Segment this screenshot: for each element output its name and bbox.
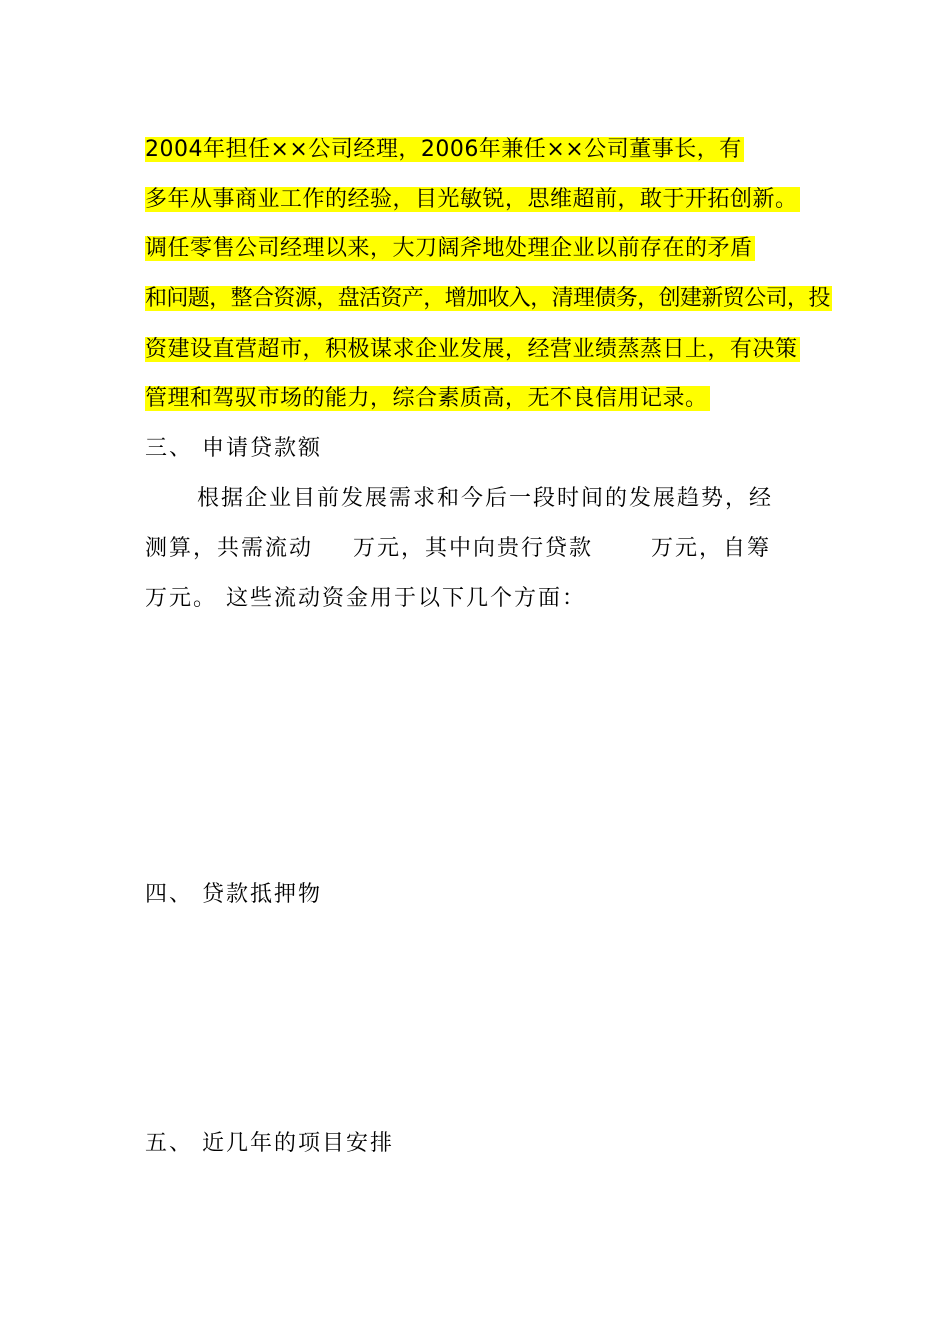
text-segment: 万元，其中向贵行贷款 — [353, 536, 594, 561]
highlighted-line-6 — [145, 384, 710, 414]
text-segment: 测算，共需流动 — [145, 536, 314, 561]
section-4-heading: 四、 贷款抵押物 — [145, 882, 322, 907]
section-3-paragraph-line-3: 万元。 这些流动资金用于以下几个方面： — [145, 586, 586, 611]
highlighted-text: 资建设直营超市，积极谋求企业发展，经营业绩蒸蒸日上，有决策 — [145, 337, 798, 362]
highlighted-line-2 — [145, 185, 800, 215]
highlighted-text: 和问题，整合资源，盘活资产，增加收入，清理债务，创建新贸公司，投 — [145, 286, 830, 311]
highlighted-line-1 — [145, 135, 744, 165]
highlighted-text: 多年从事商业工作的经验，目光敏锐，思维超前，敢于开拓创新。 — [145, 187, 798, 212]
section-5-heading: 五、 近几年的项目安排 — [145, 1131, 394, 1156]
text-segment: 万元，自筹 — [651, 536, 772, 561]
highlighted-line-5 — [145, 335, 800, 365]
highlighted-line-4 — [145, 284, 832, 314]
section-3-heading: 三、 申请贷款额 — [145, 436, 322, 461]
highlighted-line-3 — [145, 234, 755, 264]
section-3-paragraph-line-2 — [145, 534, 771, 564]
highlighted-text: 2004年担任××公司经理，2006年兼任××公司董事长，有 — [145, 137, 742, 162]
highlighted-text: 管理和驾驭市场的能力，综合素质高，无不良信用记录。 — [145, 386, 708, 411]
section-3-paragraph-line-1: 根据企业目前发展需求和今后一段时间的发展趋势，经 — [197, 486, 774, 511]
highlighted-text: 调任零售公司经理以来，大刀阔斧地处理企业以前存在的矛盾 — [145, 236, 753, 261]
